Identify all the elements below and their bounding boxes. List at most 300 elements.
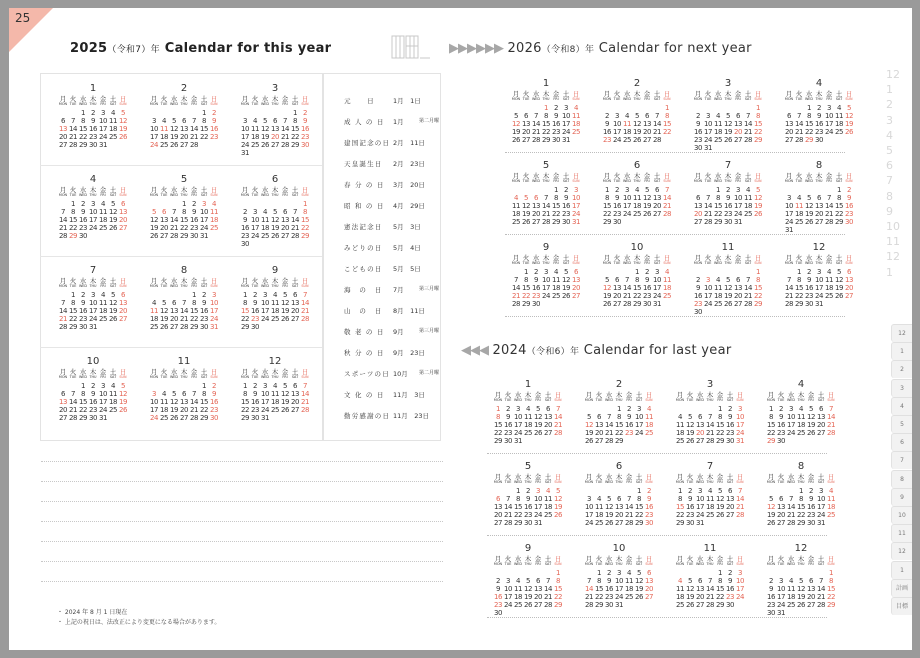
day-cell: 5 [717,487,723,495]
day-cell: 25 [270,406,280,414]
month-tab[interactable]: 計画 [891,579,912,597]
day-cell: 7 [282,117,288,125]
day-cell: 11 [824,276,834,284]
memo-line[interactable] [41,541,443,542]
day-cell: 18 [98,216,108,224]
day-cell: 4 [161,390,167,398]
day-cell: 8 [553,194,559,202]
day-blank [533,569,543,577]
month-tab[interactable]: 10 [891,506,912,524]
day-cell: 28 [604,437,614,445]
day-grid [675,569,745,609]
holiday-name: 成 人 の 日 [344,118,385,126]
month-calendar [511,160,589,234]
day-cell: 29 [753,300,763,308]
day-cell: 19 [584,429,594,437]
day-cell: 24 [533,511,543,519]
day-cell: 27 [58,414,68,422]
memo-line[interactable] [41,461,443,462]
day-cell: 12 [533,413,543,421]
day-cell: 1 [515,487,521,495]
weekday-en: TUE [686,398,694,402]
day-cell: 7 [707,413,713,421]
memo-line[interactable] [41,561,443,562]
weekday-kanji: 月 [767,391,775,399]
day-cell: 9 [242,216,248,224]
day-cell: 7 [654,112,660,120]
weekday-en: SAT [200,193,208,197]
weekday-en: SAT [109,284,117,288]
day-cell: 25 [786,601,796,609]
day-cell: 17 [584,511,594,519]
day-blank [604,405,614,413]
day-cell: 22 [753,292,763,300]
day-cell: 9 [505,413,511,421]
day-cell: 11 [826,495,836,503]
day-cell: 24 [824,128,834,136]
index-number: 9 [886,204,893,218]
day-cell: 29 [632,300,642,308]
day-cell: 6 [644,112,650,120]
weekday-kanji: 木 [180,95,188,103]
day-cell: 2 [252,382,258,390]
day-cell: 1 [796,268,802,276]
day-cell: 12 [584,421,594,429]
weekday-kanji: 土 [744,254,752,262]
weekday-kanji: 火 [522,172,530,180]
day-cell: 8 [664,112,670,120]
day-cell: 12 [270,216,280,224]
day-cell: 16 [78,216,88,224]
weekday-en: MON [602,179,612,183]
weekday-en: WED [531,261,541,265]
weekday-kanji: 火 [777,473,785,481]
page-number: 25 [15,11,31,25]
day-cell: 28 [816,601,826,609]
day-cell: 25 [159,141,169,149]
day-cell: 26 [723,136,733,144]
day-cell: 19 [511,128,521,136]
day-cell: 29 [634,519,644,527]
weekday-en: SAT [109,102,117,106]
month-calendar [240,265,318,339]
day-cell: 29 [493,437,503,445]
day-cell: 3 [100,382,106,390]
day-cell: 12 [521,202,531,210]
weekday-en: SUN [663,179,671,183]
weekday-kanji: 日 [301,95,309,103]
day-cell: 13 [531,202,541,210]
weekday-en: WED [531,97,541,101]
weekday-en: SAT [744,97,752,101]
holiday-date: 3月 20日 [393,181,425,189]
weekday-kanji: 水 [261,368,269,376]
day-cell: 23 [604,593,614,601]
weekday-en: FRI [535,398,541,402]
day-cell: 24 [814,292,824,300]
day-cell: 1 [242,382,248,390]
day-cell: 25 [209,224,219,232]
day-blank [149,109,159,117]
weekday-kanji: 木 [615,391,623,399]
day-cell: 4 [100,200,106,208]
day-cell: 21 [553,421,563,429]
day-cell: 1 [806,104,812,112]
day-cell: 25 [675,437,685,445]
day-blank [149,200,159,208]
day-cell: 6 [535,577,541,585]
day-cell: 21 [784,292,794,300]
day-cell: 3 [515,405,521,413]
day-cell: 18 [675,429,685,437]
day-cell: 20 [290,307,300,315]
weekday-en: SUN [119,193,127,197]
month-number: 2 [633,78,641,89]
day-cell: 12 [804,202,814,210]
day-cell: 19 [685,593,695,601]
day-cell: 25 [594,519,604,527]
weekday-kanji: 金 [99,277,107,285]
day-cell: 21 [705,429,715,437]
month-number: 1 [89,83,97,94]
weekday-kanji: 月 [59,368,67,376]
weekday-kanji: 土 [291,277,299,285]
day-cell: 12 [159,307,169,315]
weekday-en: TUE [595,562,603,566]
weekday-en: SAT [744,179,752,183]
day-cell: 17 [250,224,260,232]
day-cell: 5 [798,577,804,585]
month-tab[interactable]: 11 [891,524,912,542]
day-grid [693,268,763,316]
month-number: 6 [615,461,623,472]
day-cell: 26 [118,133,128,141]
weekday-en: FRI [717,398,723,402]
month-number: 11 [177,356,191,367]
weekday-en: SUN [210,193,218,197]
day-cell: 5 [525,577,531,585]
day-cell: 26 [260,141,270,149]
day-cell: 11 [786,585,796,593]
weekday-en: MON [766,562,776,566]
month-calendar [784,160,862,234]
month-calendar [602,242,680,316]
day-blank [723,104,733,112]
weekday-en: MON [58,284,68,288]
day-cell: 8 [70,299,76,307]
weekday-en: FRI [282,193,288,197]
weekday-en: MON [149,102,159,106]
weekday-en: SUN [736,398,744,402]
day-cell: 13 [695,585,705,593]
weekday-en: FRI [717,562,723,566]
day-cell: 7 [513,276,519,284]
day-cell: 4 [826,268,832,276]
day-cell: 14 [290,216,300,224]
day-cell: 21 [826,421,836,429]
day-blank [541,186,551,194]
day-cell: 14 [735,495,745,503]
weekday-en: SUN [736,562,744,566]
month-tab[interactable]: 2 [891,360,912,378]
weekday-en: TUE [251,193,259,197]
weekday-kanji: 土 [562,172,570,180]
weekday-kanji: 土 [544,555,552,563]
day-cell: 8 [616,413,622,421]
month-tab[interactable]: 7 [891,451,912,469]
day-cell: 3 [737,405,743,413]
day-cell: 18 [705,503,715,511]
day-cell: 4 [836,104,842,112]
weekday-en: WED [713,97,723,101]
day-cell: 23 [493,601,503,609]
day-cell: 8 [836,194,842,202]
month-number: 10 [612,543,626,554]
weekday-en: TUE [160,102,168,106]
weekday-en: THU [542,97,550,101]
note-line: ・ 2024 年 8 月 1 日現在 [57,609,128,616]
day-cell: 16 [644,503,654,511]
weekday-kanji: 木 [633,90,641,98]
weekday-en: MON [240,193,250,197]
day-cell: 28 [503,519,513,527]
weekday-kanji: 水 [261,277,269,285]
day-blank [493,569,503,577]
day-blank [169,291,179,299]
day-cell: 3 [90,291,96,299]
day-blank [614,487,624,495]
weekday-en: MON [493,398,503,402]
weekday-kanji: 月 [241,95,249,103]
day-cell: 27 [693,218,703,226]
day-cell: 29 [715,437,725,445]
weekday-kanji: 土 [562,254,570,262]
day-cell: 3 [100,109,106,117]
day-cell: 26 [561,292,571,300]
day-grid [149,382,219,422]
weekday-en: WED [169,284,179,288]
month-calendar [766,461,844,535]
weekday-en: MON [58,193,68,197]
day-cell: 8 [715,194,721,202]
month-number: 8 [815,160,823,171]
month-number: 1 [524,379,532,390]
weekday-en: SAT [744,261,752,265]
day-cell: 27 [493,519,503,527]
memo-line[interactable] [41,501,443,502]
day-cell: 24 [612,136,622,144]
weekday-kanji: 日 [645,473,653,481]
day-cell: 13 [543,413,553,421]
day-cell: 7 [828,405,834,413]
weekday-en: SAT [635,562,643,566]
day-cell: 20 [594,429,604,437]
weekday-kanji: 水 [714,172,722,180]
day-cell: 10 [786,413,796,421]
weekday-en-row [511,180,581,183]
day-cell: 27 [652,210,662,218]
weekday-en: MON [58,102,68,106]
weekday-en: TUE [504,562,512,566]
day-cell: 5 [120,382,126,390]
month-tab[interactable]: 5 [891,415,912,433]
row-separator [487,617,827,618]
day-cell: 9 [644,276,650,284]
day-cell: 31 [88,323,98,331]
month-tab[interactable]: 1 [891,342,912,360]
day-blank [612,104,622,112]
day-cell: 17 [533,503,543,511]
day-cell: 23 [503,429,513,437]
weekday-en: THU [797,398,805,402]
weekday-en: TUE [686,480,694,484]
weekday-en: SAT [544,480,552,484]
weekday-kanji: 木 [524,555,532,563]
month-number: 12 [268,356,282,367]
month-tab[interactable]: 4 [891,397,912,415]
day-cell: 31 [816,519,826,527]
day-cell: 25 [98,224,108,232]
day-cell: 30 [725,437,735,445]
weekday-kanji: 金 [825,254,833,262]
month-calendar [240,356,318,430]
day-cell: 8 [181,208,187,216]
day-cell: 11 [794,202,804,210]
weekday-en: FRI [808,480,814,484]
day-cell: 12 [280,390,290,398]
month-tab[interactable]: 9 [891,488,912,506]
memo-line[interactable] [41,481,443,482]
month-calendar [584,543,662,617]
day-cell: 26 [685,437,695,445]
day-cell: 12 [634,577,644,585]
holiday-date: 2月 11日 [393,139,425,147]
day-cell: 15 [78,398,88,406]
day-cell: 5 [586,413,592,421]
day-cell: 3 [573,186,579,194]
weekday-kanji: 木 [797,555,805,563]
day-cell: 25 [250,141,260,149]
day-cell: 2 [495,577,501,585]
day-blank [543,569,553,577]
day-cell: 18 [826,503,836,511]
holiday-name: 秋 分 の 日 [344,349,385,357]
day-cell: 23 [78,315,88,323]
day-blank [784,104,794,112]
month-tab[interactable]: 8 [891,470,912,488]
day-cell: 24 [634,429,644,437]
weekday-en-row [149,103,219,106]
day-cell: 7 [60,299,66,307]
day-cell: 8 [828,577,834,585]
day-cell: 22 [199,133,209,141]
month-tab[interactable]: 目標 [891,597,912,615]
day-cell: 31 [652,300,662,308]
day-cell: 9 [768,585,774,593]
day-cell: 15 [602,202,612,210]
day-cell: 2 [90,382,96,390]
day-cell: 9 [646,495,652,503]
month-tab[interactable]: 6 [891,433,912,451]
weekday-en: MON [766,480,776,484]
weekday-en: WED [260,193,270,197]
day-grid [584,487,654,527]
weekday-kanji: 金 [625,473,633,481]
day-cell: 29 [189,323,199,331]
day-cell: 17 [735,585,745,593]
day-grid [784,268,854,308]
day-cell: 31 [695,519,705,527]
weekday-en: FRI [626,398,632,402]
day-cell: 18 [523,421,533,429]
day-cell: 16 [642,284,652,292]
month-tab[interactable]: 1 [891,561,912,579]
day-cell: 9 [553,112,559,120]
weekday-kanji: 木 [89,186,97,194]
weekday-en: WED [78,375,88,379]
weekday-kanji: 金 [534,555,542,563]
weekday-kanji: 水 [79,368,87,376]
weekday-kanji: 月 [585,473,593,481]
day-cell: 19 [159,315,169,323]
day-cell: 28 [280,141,290,149]
day-cell: 1 [555,569,561,577]
day-cell: 16 [531,284,541,292]
day-blank [624,487,634,495]
memo-line[interactable] [41,581,443,582]
month-number: 7 [724,160,732,171]
holiday-date: 1月 1日 [393,97,421,105]
weekday-en: MON [784,97,794,101]
weekday-kanji: 火 [522,254,530,262]
day-cell: 4 [677,577,683,585]
day-cell: 27 [179,141,189,149]
memo-line[interactable] [41,521,443,522]
day-cell: 15 [804,120,814,128]
day-cell: 26 [118,406,128,414]
month-tab[interactable]: 3 [891,379,912,397]
weekday-kanji: 金 [552,172,560,180]
month-tab[interactable]: 12 [891,324,912,342]
day-cell: 15 [551,202,561,210]
day-cell: 16 [561,202,571,210]
weekday-en: MON [240,375,250,379]
index-number: 3 [886,113,893,127]
weekday-kanji: 金 [716,473,724,481]
day-cell: 17 [571,202,581,210]
day-cell: 7 [60,208,66,216]
day-cell: 4 [515,577,521,585]
weekday-en: TUE [686,562,694,566]
row-separator [487,453,827,454]
weekday-en: FRI [826,97,832,101]
weekday-en: SAT [544,562,552,566]
weekday-kanji: 水 [696,473,704,481]
weekday-en: MON [240,102,250,106]
index-number: 12 [886,68,900,81]
day-cell: 13 [784,120,794,128]
day-cell: 18 [209,216,219,224]
month-tab[interactable]: 12 [891,542,912,560]
weekday-en: THU [633,179,641,183]
day-blank [250,200,260,208]
day-cell: 12 [723,284,733,292]
day-cell: 13 [179,398,189,406]
day-cell: 15 [796,503,806,511]
day-cell: 3 [614,112,620,120]
day-cell: 23 [78,224,88,232]
weekday-en-row [693,98,763,101]
